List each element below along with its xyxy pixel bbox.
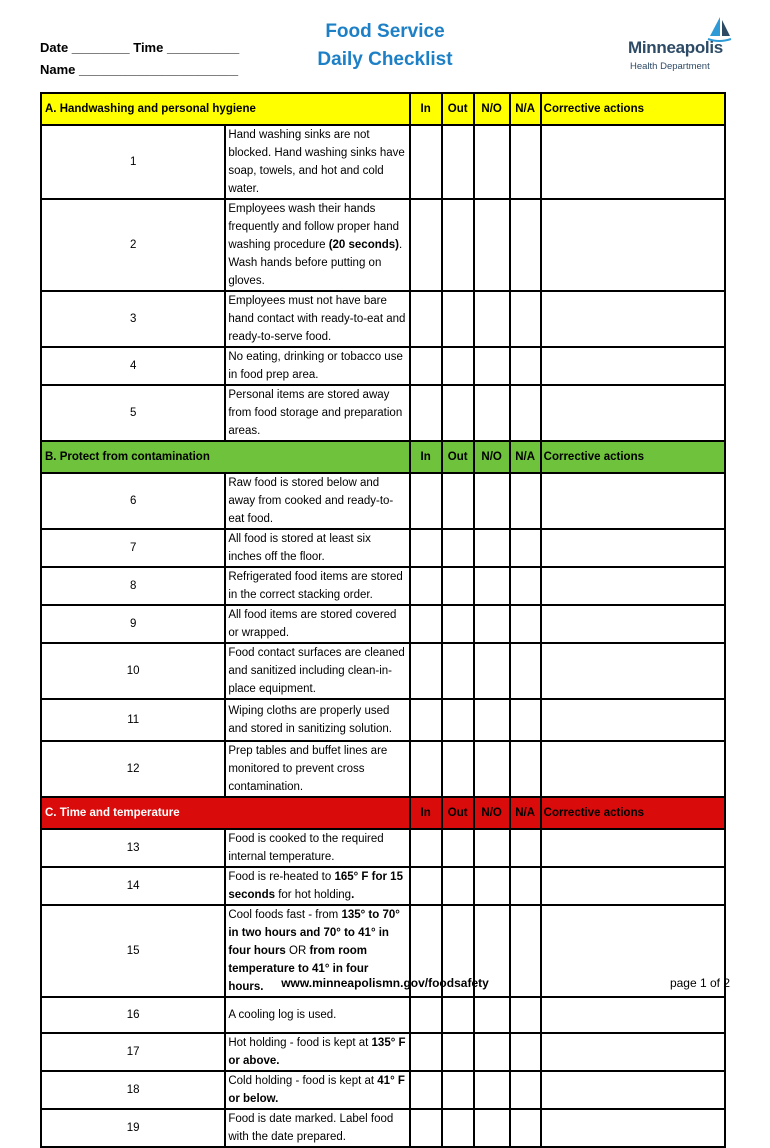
corrective-actions-cell[interactable]	[541, 291, 725, 347]
column-header-corrective-actions: Corrective actions	[541, 797, 725, 829]
checklist-item-5	[41, 385, 725, 441]
section-title: B. Protect from contamination	[41, 441, 410, 473]
checkbox-cell-no[interactable]	[474, 347, 510, 385]
section-header-b	[41, 441, 725, 473]
checkbox-cell-in[interactable]	[410, 741, 442, 797]
checkbox-cell-na[interactable]	[510, 347, 541, 385]
corrective-actions-cell[interactable]	[541, 643, 725, 699]
item-text-part: Raw food is stored below and away from cooked and ready-to-eat food.	[228, 477, 394, 525]
checklist-item-10	[41, 643, 725, 699]
checkbox-cell-in[interactable]	[410, 125, 442, 199]
item-number: 9	[41, 605, 225, 643]
item-text	[225, 125, 409, 199]
item-number: 11	[41, 699, 225, 741]
checkbox-cell-in[interactable]	[410, 473, 442, 529]
checkbox-cell-out[interactable]	[442, 997, 474, 1033]
corrective-actions-cell[interactable]	[541, 1109, 725, 1147]
checkbox-cell-out[interactable]	[442, 741, 474, 797]
checkbox-cell-no[interactable]	[474, 125, 510, 199]
item-number: 15	[41, 905, 225, 997]
item-text	[225, 291, 409, 347]
item-text	[225, 1109, 409, 1147]
checkbox-cell-in[interactable]	[410, 643, 442, 699]
section-title: A. Handwashing and personal hygiene	[41, 93, 410, 125]
checkbox-cell-no[interactable]	[474, 741, 510, 797]
checklist-item-3	[41, 291, 725, 347]
section-header-a	[41, 93, 725, 125]
checkbox-cell-in[interactable]	[410, 867, 442, 905]
checkbox-cell-in[interactable]	[410, 1033, 442, 1071]
item-text-part: Prep tables and buffet lines are monitored to prevent cross contamination.	[228, 745, 388, 793]
checkbox-cell-na[interactable]	[510, 567, 541, 605]
checklist-item-19	[41, 1109, 725, 1147]
corrective-actions-cell[interactable]	[541, 567, 725, 605]
checkbox-cell-in[interactable]	[410, 199, 442, 291]
item-text-part: for hot holding	[275, 889, 352, 901]
checkbox-cell-no[interactable]	[474, 1033, 510, 1071]
checkbox-cell-no[interactable]	[474, 1071, 510, 1109]
corrective-actions-cell[interactable]	[541, 741, 725, 797]
minneapolis-logo	[628, 16, 738, 76]
checkbox-cell-na[interactable]	[510, 643, 541, 699]
corrective-actions-cell[interactable]	[541, 125, 725, 199]
corrective-actions-cell[interactable]	[541, 1033, 725, 1071]
name-field[interactable]: Name ______________________	[40, 62, 239, 77]
checkbox-cell-in[interactable]	[410, 1071, 442, 1109]
checkbox-cell-out[interactable]	[442, 125, 474, 199]
item-number: 7	[41, 529, 225, 567]
item-text-part: Employees must not have bare hand contact with ready-to-eat and ready-to-serve food.	[228, 295, 406, 343]
item-number: 1	[41, 125, 225, 199]
item-text-part: No eating, drinking or tobacco use in food prep area.	[228, 351, 403, 381]
column-header-no: N/O	[474, 797, 510, 829]
item-text-part: 135° to 70° in two hours and 70° to 41° in four hours	[228, 909, 400, 957]
column-header-in: In	[410, 93, 442, 125]
checkbox-cell-in[interactable]	[410, 829, 442, 867]
item-number: 5	[41, 385, 225, 441]
item-number: 8	[41, 567, 225, 605]
checklist-item-4	[41, 347, 725, 385]
checklist-item-7	[41, 529, 725, 567]
checkbox-cell-no[interactable]	[474, 1109, 510, 1147]
checkbox-cell-no[interactable]	[474, 605, 510, 643]
item-text-part: (20 seconds)	[328, 239, 400, 251]
title-line-1: Food Service	[325, 21, 445, 42]
column-header-corrective-actions: Corrective actions	[541, 441, 725, 473]
item-text	[225, 1033, 409, 1071]
checklist-item-1	[41, 125, 725, 199]
checklist-item-16	[41, 997, 725, 1033]
checkbox-cell-no[interactable]	[474, 567, 510, 605]
checklist-item-17	[41, 1033, 725, 1071]
checklist-item-8	[41, 567, 725, 605]
checkbox-cell-out[interactable]	[442, 291, 474, 347]
checklist-item-12	[41, 741, 725, 797]
checkbox-cell-out[interactable]	[442, 867, 474, 905]
item-text	[225, 829, 409, 867]
item-text-part: Food is cooked to the required internal temperature.	[228, 833, 384, 863]
checkbox-cell-in[interactable]	[410, 567, 442, 605]
checkbox-cell-in[interactable]	[410, 291, 442, 347]
section-title: C. Time and temperature	[41, 797, 410, 829]
item-text-part: Refrigerated food items are stored in the correct stacking order.	[228, 571, 403, 601]
item-number: 17	[41, 1033, 225, 1071]
item-text	[225, 997, 409, 1033]
item-text-part: Cold holding - food is kept at	[228, 1075, 378, 1087]
checkbox-cell-na[interactable]	[510, 199, 541, 291]
checkbox-cell-out[interactable]	[442, 605, 474, 643]
checklist-item-2	[41, 199, 725, 291]
checkbox-cell-out[interactable]	[442, 385, 474, 441]
item-number: 12	[41, 741, 225, 797]
item-number: 19	[41, 1109, 225, 1147]
column-header-in: In	[410, 441, 442, 473]
item-text-part: from room temperature to 41° in four hours.	[228, 945, 369, 993]
checkbox-cell-no[interactable]	[474, 385, 510, 441]
checkbox-cell-na[interactable]	[510, 605, 541, 643]
corrective-actions-cell[interactable]	[541, 347, 725, 385]
column-header-out: Out	[442, 441, 474, 473]
item-text	[225, 605, 409, 643]
page-title	[290, 18, 480, 74]
checkbox-cell-no[interactable]	[474, 643, 510, 699]
column-header-na: N/A	[510, 797, 541, 829]
checkbox-cell-na[interactable]	[510, 1071, 541, 1109]
checkbox-cell-na[interactable]	[510, 385, 541, 441]
item-number: 14	[41, 867, 225, 905]
item-text	[225, 567, 409, 605]
item-text-part: Food contact surfaces are cleaned and sanitized including clean-in-place equipment.	[228, 647, 405, 695]
date-time-field[interactable]: Date ________ Time __________	[40, 40, 240, 55]
checkbox-cell-no[interactable]	[474, 997, 510, 1033]
item-text-part: All food is stored at least six inches off the floor.	[228, 533, 371, 563]
corrective-actions-cell[interactable]	[541, 829, 725, 867]
corrective-actions-cell[interactable]	[541, 529, 725, 567]
checkbox-cell-na[interactable]	[510, 1109, 541, 1147]
checkbox-cell-na[interactable]	[510, 867, 541, 905]
logo-name: Minneapolis	[628, 38, 723, 57]
item-text-part: Cool foods fast - from	[228, 909, 342, 921]
checkbox-cell-out[interactable]	[442, 643, 474, 699]
checklist-item-11	[41, 699, 725, 741]
corrective-actions-cell[interactable]	[541, 473, 725, 529]
item-text	[225, 867, 409, 905]
checkbox-cell-na[interactable]	[510, 741, 541, 797]
item-number: 3	[41, 291, 225, 347]
item-text-part: Wiping cloths are properly used and stored in sanitizing solution.	[228, 705, 392, 735]
checkbox-cell-na[interactable]	[510, 829, 541, 867]
checklist-item-18	[41, 1071, 725, 1109]
checkbox-cell-no[interactable]	[474, 473, 510, 529]
item-text-part: Personal items are stored away from food storage and preparation areas.	[228, 389, 403, 437]
item-text	[225, 699, 409, 741]
item-number: 16	[41, 997, 225, 1033]
item-text-part: Hot holding - food is kept at	[228, 1037, 372, 1049]
checkbox-cell-out[interactable]	[442, 473, 474, 529]
footer-url[interactable]: www.minneapolismn.gov/foodsafety	[281, 976, 489, 990]
checkbox-cell-na[interactable]	[510, 529, 541, 567]
item-number: 13	[41, 829, 225, 867]
checkbox-cell-out[interactable]	[442, 529, 474, 567]
checkbox-cell-no[interactable]	[474, 291, 510, 347]
item-text	[225, 741, 409, 797]
logo-subtitle: Health Department	[630, 61, 710, 72]
item-text-part: . Wash hands before putting on gloves.	[228, 239, 403, 287]
item-number: 2	[41, 199, 225, 291]
checkbox-cell-out[interactable]	[442, 347, 474, 385]
checkbox-cell-out[interactable]	[442, 829, 474, 867]
item-text-part: Food is date marked. Label food with the date prepared.	[228, 1113, 394, 1143]
corrective-actions-cell[interactable]	[541, 605, 725, 643]
checkbox-cell-out[interactable]	[442, 567, 474, 605]
item-number: 4	[41, 347, 225, 385]
column-header-no: N/O	[474, 93, 510, 125]
checkbox-cell-in[interactable]	[410, 699, 442, 741]
checklist-item-6	[41, 473, 725, 529]
item-text	[225, 199, 409, 291]
column-header-no: N/O	[474, 441, 510, 473]
item-text	[225, 347, 409, 385]
checkbox-cell-no[interactable]	[474, 699, 510, 741]
item-text-part: A cooling log is used.	[228, 1009, 337, 1021]
checkbox-cell-na[interactable]	[510, 291, 541, 347]
item-text	[225, 643, 409, 699]
checkbox-cell-no[interactable]	[474, 867, 510, 905]
corrective-actions-cell[interactable]	[541, 385, 725, 441]
column-header-corrective-actions: Corrective actions	[541, 93, 725, 125]
checkbox-cell-na[interactable]	[510, 699, 541, 741]
item-text-part: Hand washing sinks are not blocked. Hand washing sinks have soap, towels, and hot and cold water.	[228, 129, 405, 195]
item-number: 10	[41, 643, 225, 699]
checkbox-cell-na[interactable]	[510, 125, 541, 199]
corrective-actions-cell[interactable]	[541, 699, 725, 741]
checkbox-cell-out[interactable]	[442, 199, 474, 291]
item-text-part: 41° F or below.	[228, 1075, 405, 1105]
checklist-item-9	[41, 605, 725, 643]
item-text	[225, 529, 409, 567]
checklist-item-14	[41, 867, 725, 905]
checkbox-cell-na[interactable]	[510, 997, 541, 1033]
section-header-c	[41, 797, 725, 829]
item-text-part: 165° F for 15 seconds	[228, 871, 403, 901]
item-text-part: All food items are stored covered or wrapped.	[228, 609, 397, 639]
corrective-actions-cell[interactable]	[541, 1071, 725, 1109]
item-text-part: Food is re-heated to	[228, 871, 335, 883]
checklist-item-13	[41, 829, 725, 867]
checkbox-cell-in[interactable]	[410, 1109, 442, 1147]
item-text-part: OR	[285, 945, 310, 957]
checkbox-cell-out[interactable]	[442, 699, 474, 741]
checkbox-cell-in[interactable]	[410, 385, 442, 441]
item-text-part: 135° F or above.	[228, 1037, 406, 1067]
checkbox-cell-out[interactable]	[442, 1071, 474, 1109]
item-text-part: Employees wash their hands frequently and follow proper hand washing procedure	[228, 203, 400, 251]
item-number: 18	[41, 1071, 225, 1109]
checkbox-cell-in[interactable]	[410, 347, 442, 385]
corrective-actions-cell[interactable]	[541, 997, 725, 1033]
header-fields	[40, 37, 239, 81]
item-text	[225, 1071, 409, 1109]
checkbox-cell-out[interactable]	[442, 1109, 474, 1147]
checkbox-cell-out[interactable]	[442, 1033, 474, 1071]
column-header-out: Out	[442, 93, 474, 125]
column-header-na: N/A	[510, 93, 541, 125]
column-header-out: Out	[442, 797, 474, 829]
item-text	[225, 385, 409, 441]
checkbox-cell-na[interactable]	[510, 1033, 541, 1071]
checkbox-cell-in[interactable]	[410, 605, 442, 643]
item-text	[225, 473, 409, 529]
corrective-actions-cell[interactable]	[541, 867, 725, 905]
corrective-actions-cell[interactable]	[541, 199, 725, 291]
item-number: 6	[41, 473, 225, 529]
checkbox-cell-no[interactable]	[474, 829, 510, 867]
checkbox-cell-in[interactable]	[410, 997, 442, 1033]
checkbox-cell-in[interactable]	[410, 529, 442, 567]
column-header-na: N/A	[510, 441, 541, 473]
checkbox-cell-no[interactable]	[474, 199, 510, 291]
page-number: page 1 of 2	[669, 976, 730, 990]
checkbox-cell-na[interactable]	[510, 473, 541, 529]
item-text-part: .	[351, 889, 355, 901]
checkbox-cell-no[interactable]	[474, 529, 510, 567]
column-header-in: In	[410, 797, 442, 829]
title-line-2: Daily Checklist	[317, 49, 453, 70]
